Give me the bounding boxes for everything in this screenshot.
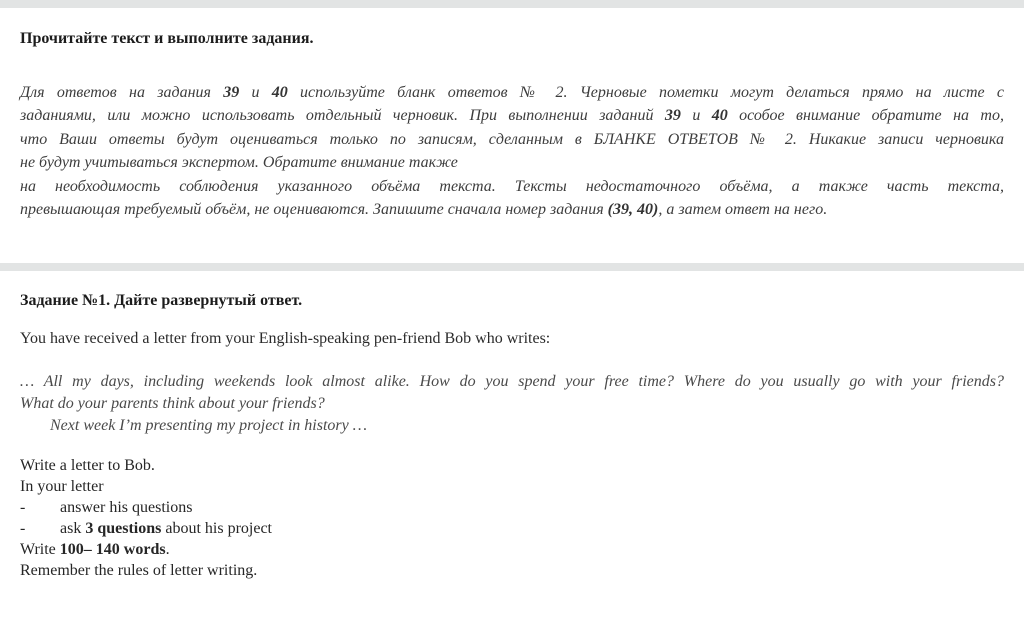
task-heading: Задание №1. Дайте развернутый ответ. xyxy=(20,292,303,310)
instructions-section xyxy=(0,8,1024,263)
task-section xyxy=(0,271,1024,581)
bullet-text: about his project xyxy=(161,520,272,538)
task-number: 39 xyxy=(664,107,681,125)
section-divider-bar xyxy=(0,263,1024,271)
task-intro: You have received a letter from your English-speaking pen-friend Bob who writes: xyxy=(20,330,551,348)
exam-instructions-paragraph xyxy=(20,81,1004,221)
word-count-bold: 100– 140 words xyxy=(59,541,166,559)
bullet-text: answer his questions xyxy=(60,499,193,517)
paragraph-text: и xyxy=(239,84,272,101)
quote-line: … All my days, including weekends look almost alike. How do you spend your free time? Where do you usually go with your friends? xyxy=(20,373,1004,391)
quote-line: Next week I’m presenting my project in history … xyxy=(50,417,367,435)
task-number: 39 xyxy=(223,84,240,101)
instruction-line: Write a letter to Bob. xyxy=(20,457,155,475)
bullet-line xyxy=(20,497,1004,518)
instruction-text: Write xyxy=(20,541,60,559)
paragraph-text: особое внимание обратите на то, xyxy=(727,107,1004,125)
bullet-dash: - xyxy=(20,499,26,517)
task-number: 40 xyxy=(271,84,288,101)
paragraph-line xyxy=(20,81,1004,104)
section-heading: Прочитайте текст и выполните задания. xyxy=(20,30,314,47)
paragraph-text: и xyxy=(680,107,712,125)
bullet-dash: - xyxy=(20,520,26,538)
instruction-text: . xyxy=(165,541,170,559)
paragraph-line: что Ваши ответы будут оцениваться только по записям, сделанным в БЛАНКЕ ОТВЕТОВ № 2. Никакие записи черновика xyxy=(20,130,1004,148)
instruction-line xyxy=(20,539,1004,560)
top-divider-bar xyxy=(0,0,1024,8)
paragraph-line xyxy=(20,104,1004,127)
paragraph-text: , а затем ответ на него. xyxy=(658,201,828,219)
paragraph-text: превышающая требуемый объём, не оцениваются. Запишите сначала номер задания xyxy=(20,201,608,219)
paragraph-text: используйте бланк ответов № 2. Черновые пометки могут делаться прямо на листе с xyxy=(287,84,1005,101)
instruction-line: Remember the rules of letter writing. xyxy=(20,562,258,580)
task-numbers: (39, 40) xyxy=(607,201,659,219)
paragraph-text: Для ответов на задания xyxy=(20,84,224,101)
instruction-line: In your letter xyxy=(20,478,104,496)
bullet-bold-text: 3 questions xyxy=(85,520,162,538)
paragraph-line: не будут учитываться экспертом. Обратите внимание также xyxy=(20,154,458,172)
pen-friend-letter-quote xyxy=(20,371,1004,437)
bullet-line xyxy=(20,518,1004,539)
task-number: 40 xyxy=(711,107,728,125)
paragraph-line: на необходимость соблюдения указанного объёма текста. Тексты недостаточного объёма, а также часть текста, xyxy=(20,177,1004,195)
bullet-text: ask xyxy=(60,520,86,538)
paragraph-line xyxy=(20,198,1004,221)
quote-line: What do your parents think about your friends? xyxy=(20,395,325,413)
letter-instructions xyxy=(20,455,1004,581)
paragraph-text: заданиями, или можно использовать отдельный черновик. При выполнении заданий xyxy=(20,107,665,125)
